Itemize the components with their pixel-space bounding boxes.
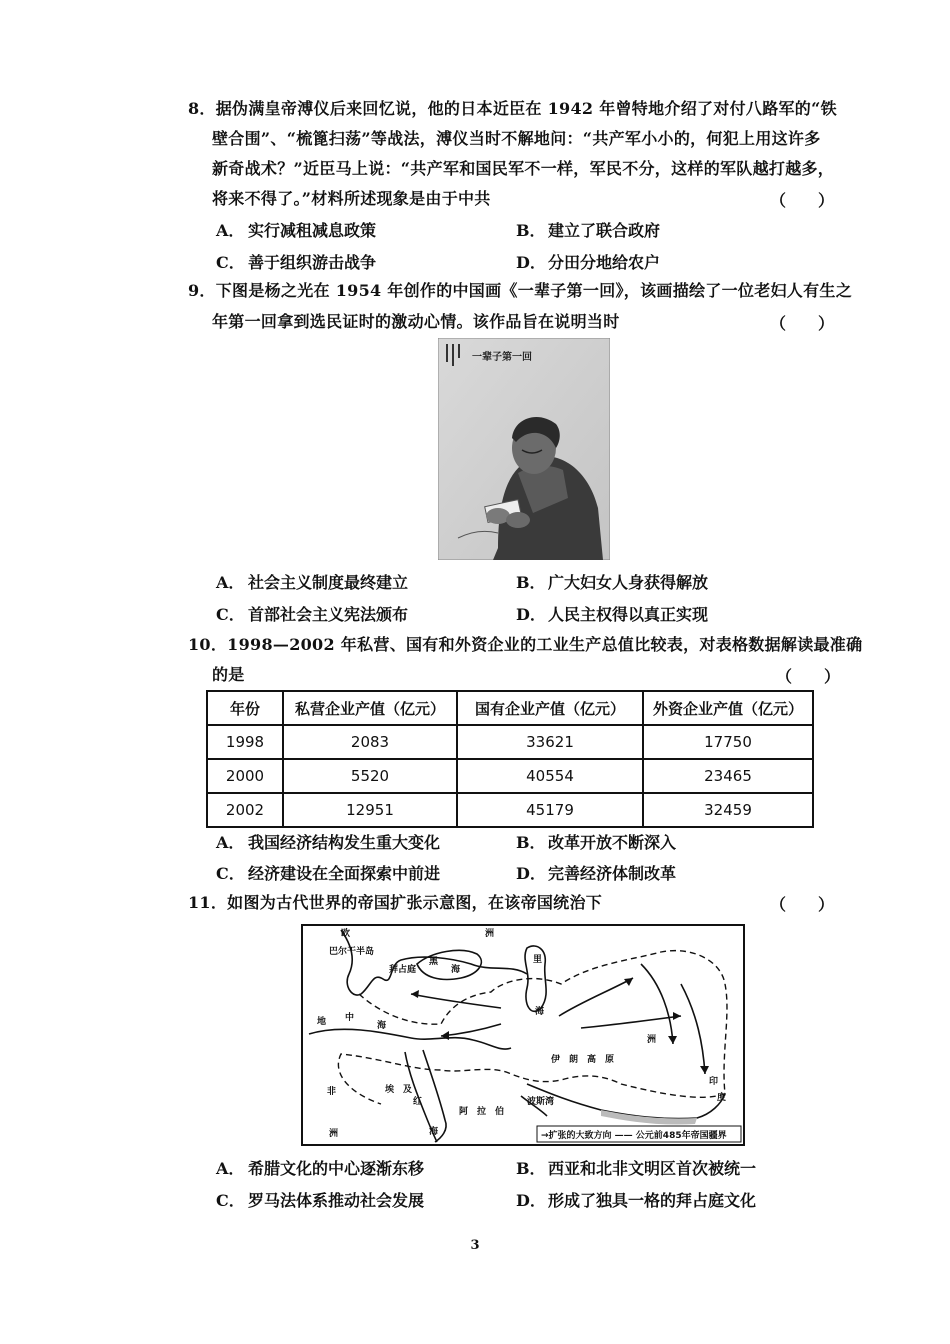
- q10-line-1: 10．1998—2002 年私营、国有和外资企业的工业生产总值比较表，对表格数据解读最准确: [188, 635, 863, 654]
- option-letter: D．: [516, 1191, 546, 1210]
- option-text: 完善经济体制改革: [548, 864, 677, 883]
- option-letter: C．: [216, 864, 245, 883]
- option-letter: C．: [216, 253, 245, 272]
- table-cell: 1998: [207, 725, 283, 759]
- option-text: 改革开放不断深入: [548, 833, 677, 852]
- option-text: 罗马法体系推动社会发展: [248, 1191, 425, 1210]
- table-row: [207, 793, 813, 827]
- option-text: 人民主权得以真正实现: [548, 605, 709, 624]
- map-label-india: 度: [717, 1093, 727, 1103]
- option-letter: A．: [216, 1159, 245, 1178]
- map-label-africa: 非: [327, 1087, 337, 1097]
- q9-option-c: [216, 602, 408, 625]
- option-text: 希腊文化的中心逐渐东移: [248, 1159, 425, 1178]
- map-label-asia: 洲: [647, 1035, 657, 1045]
- map-label-med: 海: [377, 1021, 387, 1031]
- q10-answer-paren: （ ）: [776, 667, 841, 686]
- option-text: 善于组织游击战争: [248, 253, 377, 272]
- output-table: [206, 690, 814, 828]
- empire-map: [301, 924, 745, 1146]
- q11-answer-paren: （ ）: [770, 895, 835, 914]
- option-letter: A．: [216, 833, 245, 852]
- option-letter: D．: [516, 253, 546, 272]
- table-cell: 40554: [457, 759, 643, 793]
- map-label-arabia: 阿 拉 伯: [459, 1107, 505, 1117]
- map-label-balkan: 巴尔干半岛: [329, 947, 375, 957]
- table-cell: 17750: [643, 725, 813, 759]
- painting-inscription: [472, 350, 532, 363]
- table-row: [207, 725, 813, 759]
- q9-line-1: 9．下图是杨之光在 1954 年创作的中国画《一辈子第一回》，该画描绘了一位老妇人有生之: [188, 281, 853, 300]
- table-cell: 23465: [643, 759, 813, 793]
- option-text: 形成了独具一格的拜占庭文化: [548, 1191, 757, 1210]
- option-letter: B．: [516, 1159, 546, 1178]
- map-label-india: 印: [709, 1077, 719, 1087]
- q8-line-2: 壁合围”、“梳篦扫荡”等战法，溥仪当时不解地问：“共产军小小的，何犯上用这许多: [212, 129, 821, 148]
- option-text: 经济建设在全面探索中前进: [248, 864, 441, 883]
- option-text: 西亚和北非文明区首次被统一: [548, 1159, 757, 1178]
- q8-line-3: 新奇战术？”近臣马上说：“共产军和国民军不一样，军民不分，这样的军队越打越多，: [212, 159, 835, 178]
- map-label-med: 中: [345, 1013, 355, 1023]
- q8-option-c: [216, 250, 376, 273]
- inscription-text: 一辈子第一回: [472, 352, 532, 363]
- q9-option-b: [516, 570, 708, 593]
- map-label-africa: 洲: [329, 1129, 339, 1139]
- table-cell: 33621: [457, 725, 643, 759]
- table-header-cell: 年份: [207, 691, 283, 725]
- map-label-iran: 伊 朗 高 原: [551, 1055, 615, 1065]
- option-letter: D．: [516, 864, 546, 883]
- map-label-europe: 欧: [341, 929, 351, 939]
- q9-line-2: 年第一回拿到选民证时的激动心情。该作品旨在说明当时: [212, 312, 620, 331]
- option-letter: B．: [516, 221, 546, 240]
- option-letter: C．: [216, 1191, 245, 1210]
- map-label-caspian: 海: [535, 1007, 545, 1017]
- option-text: 实行减租减息政策: [248, 221, 377, 240]
- option-text: 我国经济结构发生重大变化: [248, 833, 441, 852]
- table-cell: 2002: [207, 793, 283, 827]
- q8-line-1: 8．据伪满皇帝溥仪后来回忆说，他的日本近臣在 1942 年曾特地介绍了对付八路军的“铁: [188, 99, 837, 118]
- q11-line-1: 11．如图为古代世界的帝国扩张示意图，在该帝国统治下: [188, 893, 603, 912]
- map-label-red-sea: 红: [413, 1097, 423, 1107]
- option-text: 广大妇女人身获得解放: [548, 573, 709, 592]
- q11-option-d: [516, 1188, 756, 1211]
- q8-line-4: 将来不得了。”材料所述现象是由于中共: [212, 189, 491, 208]
- option-letter: B．: [516, 833, 546, 852]
- q10-option-a: [216, 830, 440, 853]
- table-header-row: [207, 691, 813, 725]
- map-label-black-sea: 黑: [429, 957, 439, 967]
- map-label-persian-gulf: 波斯湾: [527, 1097, 555, 1107]
- option-letter: A．: [216, 573, 245, 592]
- map-label-byzantium: 拜占庭: [389, 965, 417, 975]
- q8-option-d: [516, 250, 660, 273]
- map-label-red-sea: 海: [429, 1127, 439, 1137]
- table-header-cell: 私营企业产值（亿元）: [283, 691, 457, 725]
- table-header-cell: 国有企业产值（亿元）: [457, 691, 643, 725]
- map-legend: →扩张的大致方向 —— 公元前485年帝国疆界: [541, 1131, 727, 1141]
- q11-option-b: [516, 1156, 756, 1179]
- painting-image: [438, 338, 610, 560]
- table-cell: 12951: [283, 793, 457, 827]
- q10-option-c: [216, 861, 440, 884]
- option-text: 建立了联合政府: [548, 221, 661, 240]
- table-row: [207, 759, 813, 793]
- option-letter: A．: [216, 221, 245, 240]
- map-label-europe: 洲: [485, 929, 495, 939]
- table-cell: 2083: [283, 725, 457, 759]
- table-cell: 32459: [643, 793, 813, 827]
- q10-option-b: [516, 830, 676, 853]
- option-letter: D．: [516, 605, 546, 624]
- option-letter: B．: [516, 573, 546, 592]
- map-label-med: 地: [317, 1017, 327, 1027]
- option-text: 分田分地给农户: [548, 253, 661, 272]
- q8-option-a: [216, 218, 376, 241]
- table-cell: 5520: [283, 759, 457, 793]
- table-header-cell: 外资企业产值（亿元）: [643, 691, 813, 725]
- map-label-caspian: 里: [533, 955, 543, 965]
- map-label-egypt: 埃 及: [385, 1085, 413, 1095]
- option-letter: C．: [216, 605, 245, 624]
- q8-answer-paren: （ ）: [770, 191, 835, 210]
- option-text: 首部社会主义宪法颁布: [248, 605, 409, 624]
- q9-option-a: [216, 570, 408, 593]
- table-cell: 2000: [207, 759, 283, 793]
- q8-option-b: [516, 218, 660, 241]
- option-text: 社会主义制度最终建立: [248, 573, 409, 592]
- q9-option-d: [516, 602, 708, 625]
- q10-option-d: [516, 861, 676, 884]
- q11-option-c: [216, 1188, 424, 1211]
- q11-option-a: [216, 1156, 424, 1179]
- q10-line-2: 的是: [212, 665, 245, 684]
- q9-answer-paren: （ ）: [770, 314, 835, 333]
- page-number: 3: [470, 1238, 480, 1253]
- table-cell: 45179: [457, 793, 643, 827]
- map-label-black-sea: 海: [451, 965, 461, 975]
